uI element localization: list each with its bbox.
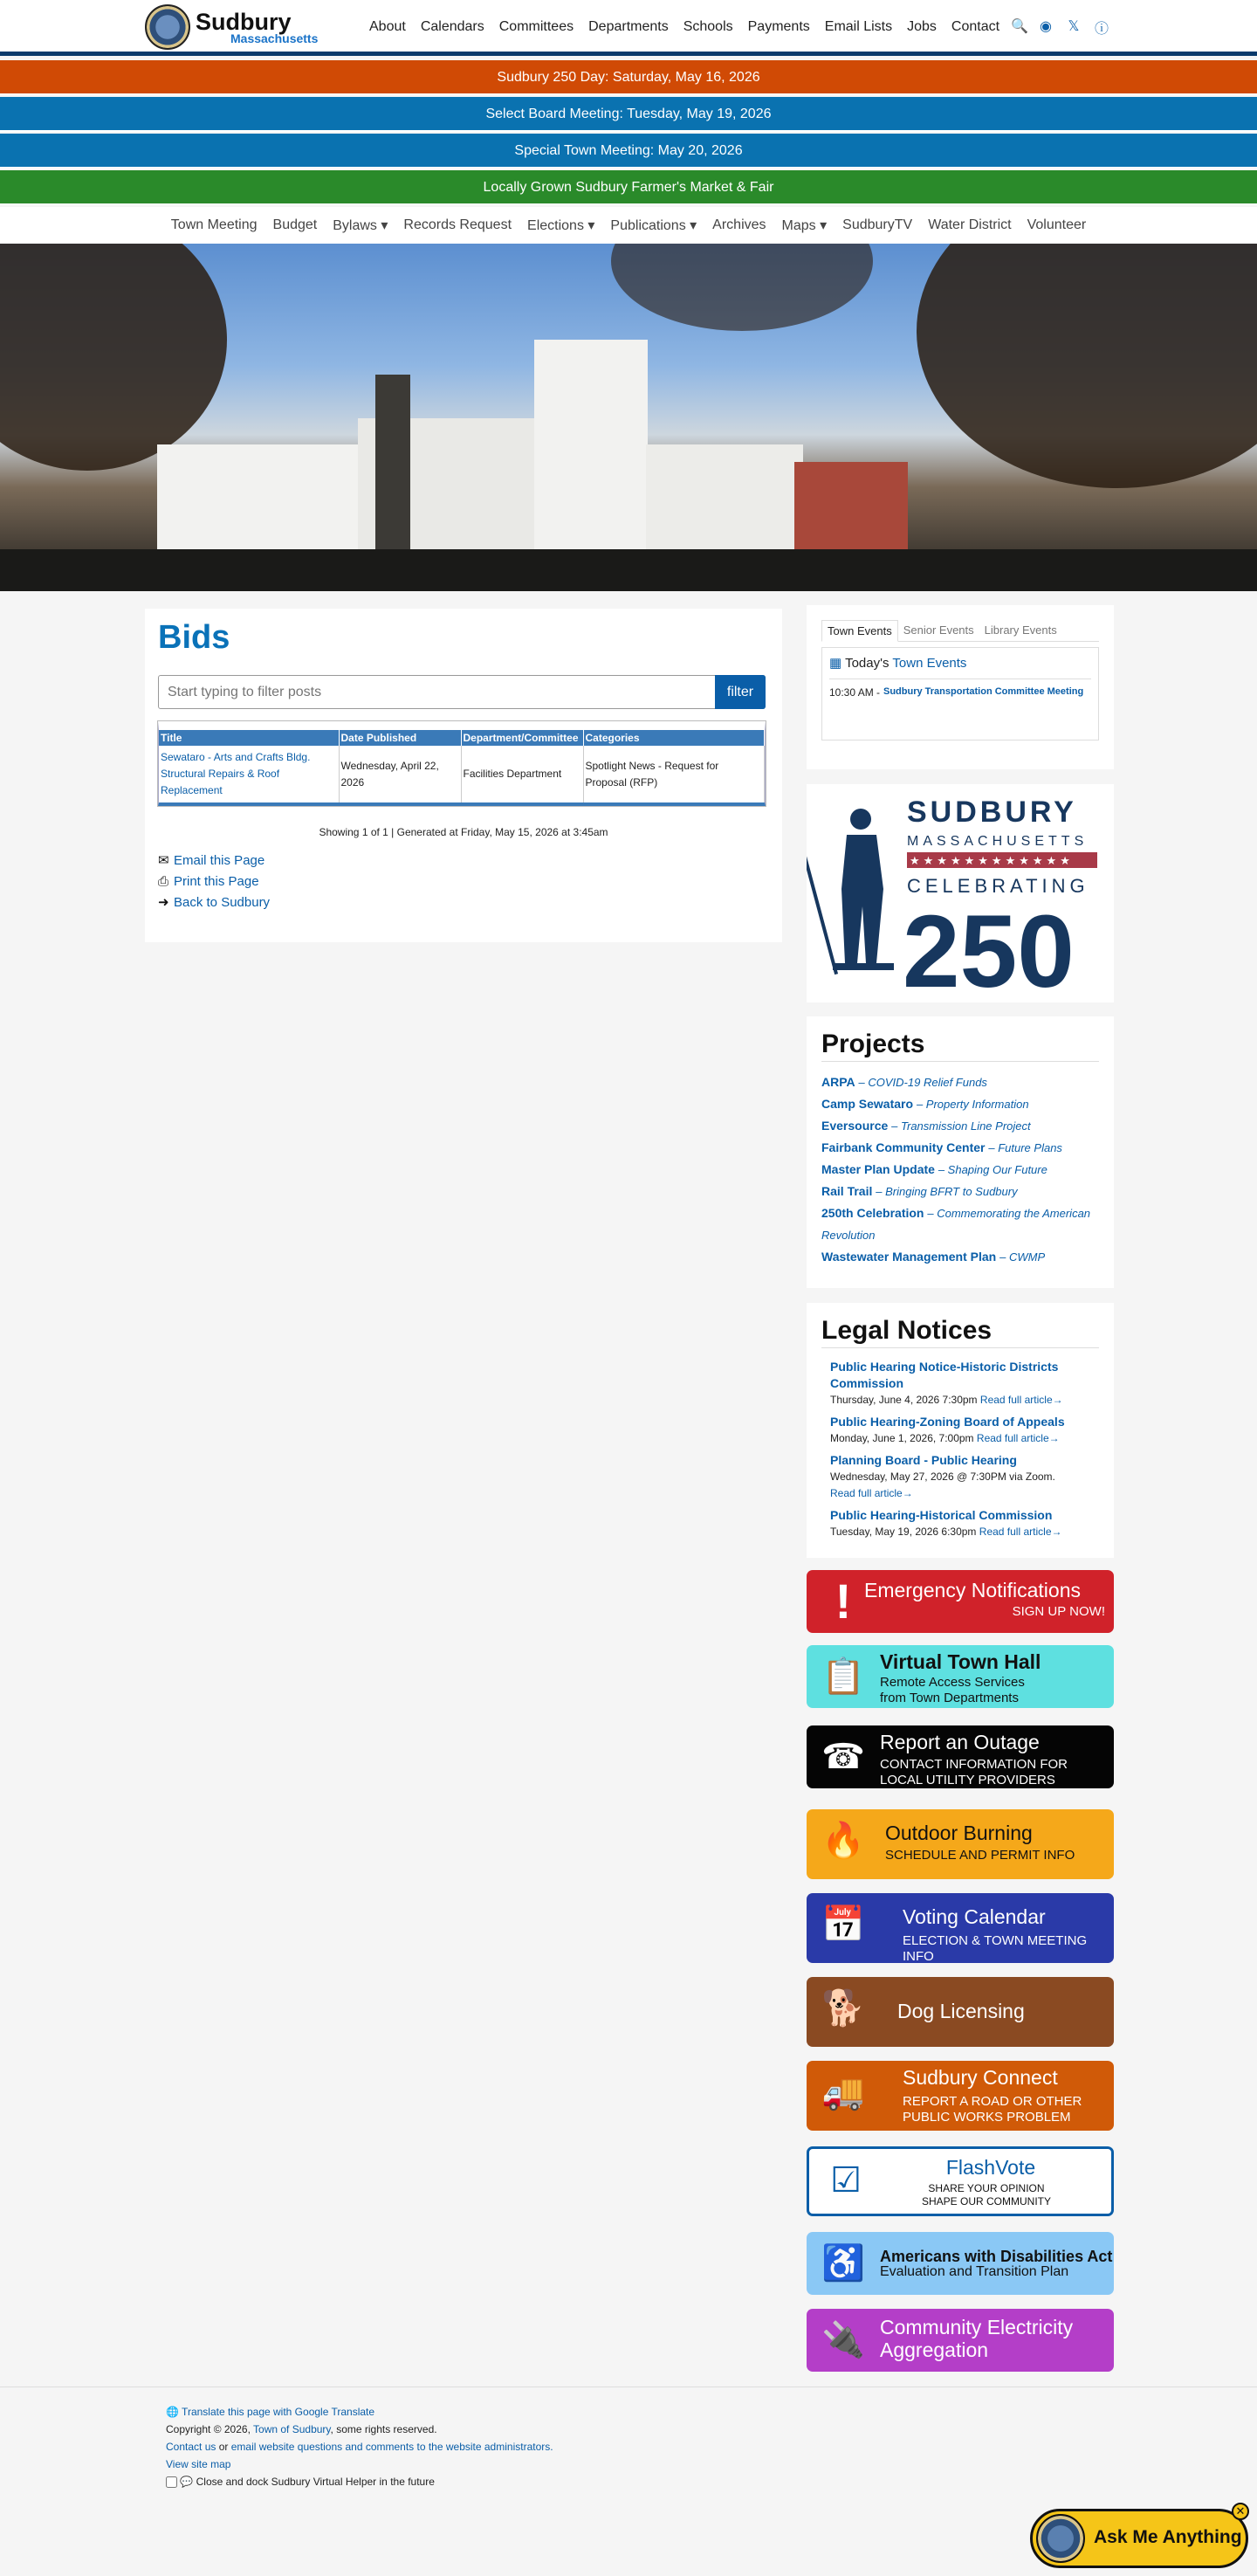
project-desc: Commemorating the American Revolution <box>821 1207 1091 1242</box>
dock-helper-label: 💬 Close and dock Sudbury Virtual Helper in the future <box>180 2476 435 2488</box>
announcement-banner-2[interactable]: Select Board Meeting: Tuesday, May 19, 2026 <box>0 97 1257 132</box>
tile-title: Sudbury Connect <box>903 2066 1058 2089</box>
subnav-water-district[interactable]: Water District <box>928 217 1012 232</box>
read-more-link[interactable]: Read full article→ <box>976 1432 1060 1444</box>
exclamation-icon: ! <box>835 1574 852 1629</box>
nav-schools[interactable]: Schools <box>683 19 733 34</box>
tab-town-events[interactable]: Town Events <box>821 620 898 642</box>
tile-virtual-town-hall[interactable] <box>807 1645 1114 1708</box>
calendar-icon: ▦ <box>829 656 842 671</box>
list-item[interactable]: Camp Sewataro – Property Information <box>821 1097 1029 1111</box>
table-row <box>159 746 765 802</box>
tab-library-events[interactable]: Library Events <box>984 623 1057 637</box>
project-desc: CWMP <box>1008 1250 1046 1264</box>
subnav-archives[interactable]: Archives <box>712 217 766 232</box>
legal-notices-widget <box>807 1303 1114 1558</box>
nav-payments[interactable]: Payments <box>747 19 810 34</box>
bids-table <box>158 721 766 806</box>
hero-image <box>0 244 1257 591</box>
tile-emergency-notifications[interactable] <box>807 1570 1114 1633</box>
subnav-sudburytv[interactable]: SudburyTV <box>842 217 913 232</box>
column-header-title[interactable]: Title <box>159 730 339 746</box>
tile-ada[interactable] <box>807 2232 1114 2295</box>
tile-subtitle: SIGN UP NOW! <box>1012 1604 1105 1619</box>
subnav-elections[interactable]: Elections ▾ <box>527 218 595 233</box>
notice-date: Monday, June 1, 2026, 7:00pm <box>830 1432 974 1444</box>
list-item <box>829 678 1091 699</box>
legal-notices-list <box>830 1359 1099 1546</box>
project-name: Camp Sewataro <box>821 1097 914 1111</box>
plug-icon: 🔌 <box>821 2321 865 2359</box>
logo-line-celebrating: CELEBRATING <box>907 875 1089 897</box>
subnav-volunteer[interactable]: Volunteer <box>1027 217 1087 232</box>
project-name: Master Plan Update <box>821 1162 935 1176</box>
tab-senior-events[interactable]: Senior Events <box>903 623 974 637</box>
secondary-nav <box>0 207 1257 244</box>
translate-link[interactable]: 🌐 Translate this page with Google Translate <box>166 2406 375 2418</box>
project-name: Wastewater Management Plan <box>821 1250 997 1264</box>
tile-report-outage[interactable] <box>807 1725 1114 1788</box>
filter-button[interactable]: filter <box>715 675 766 709</box>
announcement-banner-1[interactable]: Sudbury 250 Day: Saturday, May 16, 2026 <box>0 60 1257 95</box>
subnav-publications[interactable]: Publications ▾ <box>610 218 697 233</box>
project-desc: Bringing BFRT to Sudbury <box>885 1185 1018 1198</box>
project-desc: Shaping Our Future <box>947 1163 1048 1176</box>
town-seal-icon <box>145 4 190 50</box>
project-name: 250th Celebration <box>821 1206 924 1220</box>
project-name: Eversource <box>821 1119 889 1133</box>
facebook-icon[interactable]: ◉ <box>1040 19 1052 34</box>
nav-calendars[interactable]: Calendars <box>420 19 484 34</box>
notice-title-link[interactable]: Planning Board - Public Hearing <box>830 1453 1017 1467</box>
logo-line-250: 250 <box>903 894 1075 1002</box>
events-widget <box>807 605 1114 769</box>
back-arrow-icon: ➜ <box>158 895 169 910</box>
logo-line-massachusetts: MASSACHUSETTS <box>907 834 1089 849</box>
close-icon[interactable]: ✕ <box>1232 2503 1249 2520</box>
bid-department: Facilities Department <box>461 746 583 802</box>
accessibility-icon: ♿ <box>821 2244 865 2283</box>
site-name: Sudbury <box>196 8 292 35</box>
tile-subtitle: CONTACT INFORMATION FOR LOCAL UTILITY PROVIDERS <box>880 1757 1068 1787</box>
list-item[interactable]: Eversource – Transmission Line Project <box>821 1119 1031 1133</box>
project-name: ARPA <box>821 1075 855 1089</box>
column-header-date[interactable]: Date Published <box>339 730 461 746</box>
column-header-department[interactable]: Department/Committee <box>461 730 583 746</box>
read-more-link[interactable]: Read full article→ <box>830 1487 913 1499</box>
ask-label: Ask Me Anything <box>1094 2527 1242 2547</box>
copyright-suffix: , some rights reserved. <box>330 2423 437 2435</box>
project-name: Fairbank Community Center <box>821 1140 986 1154</box>
bid-title-link[interactable]: Sewataro - Arts and Crafts Bldg. Structural Repairs & Roof Replacement <box>161 751 311 796</box>
town-events-link[interactable]: Town Events <box>892 656 967 671</box>
filter-bar <box>158 675 766 709</box>
svg-text:★★★★★★★★★★★★: ★★★★★★★★★★★★ <box>910 854 1074 867</box>
contact-link[interactable]: Contact us <box>166 2441 216 2453</box>
events-heading <box>829 655 966 671</box>
phone-icon: ☎ <box>821 1738 865 1776</box>
notice-title-link[interactable]: Public Hearing-Zoning Board of Appeals <box>830 1415 1065 1429</box>
tile-title: Community Electricity Aggregation <box>880 2316 1074 2361</box>
print-page-link[interactable]: Print this Page <box>174 874 259 889</box>
main-nav <box>369 19 1014 35</box>
events-panel <box>821 647 1099 740</box>
projects-title: Projects <box>821 1030 1099 1062</box>
projects-widget <box>807 1016 1114 1288</box>
notice-date: Tuesday, May 19, 2026 6:30pm <box>830 1526 977 1538</box>
town-link[interactable]: Town of Sudbury <box>253 2423 331 2435</box>
back-link[interactable]: Back to Sudbury <box>174 895 271 910</box>
fire-icon: 🔥 <box>821 1822 865 1860</box>
notice-title-link[interactable]: Public Hearing Notice-Historic Districts Commission <box>830 1360 1059 1390</box>
dog-icon: 🐕 <box>821 1989 865 2028</box>
checkbox-icon: ☑ <box>830 2161 862 2200</box>
read-more-link[interactable]: Read full article→ <box>979 1526 1062 1538</box>
tile-outdoor-burning[interactable] <box>807 1809 1114 1879</box>
envelope-icon: ✉ <box>158 853 169 868</box>
ask-me-anything-button[interactable] <box>1030 2504 1248 2568</box>
tile-subtitle: Remote Access Services from Town Departments <box>880 1675 1025 1705</box>
town-seal-icon <box>1036 2514 1085 2563</box>
event-link[interactable]: Sudbury Transportation Committee Meeting <box>883 686 1084 697</box>
tile-title: Outdoor Burning <box>885 1822 1033 1844</box>
or-text: or <box>218 2441 229 2453</box>
site-map-link[interactable]: View site map <box>166 2458 231 2470</box>
list-item[interactable]: Wastewater Management Plan – CWMP <box>821 1250 1046 1264</box>
tile-sudbury-connect[interactable] <box>807 2061 1114 2131</box>
info-icon[interactable]: ⓘ <box>1095 22 1109 37</box>
tile-title: Emergency Notifications <box>864 1579 1081 1601</box>
tile-title: Virtual Town Hall <box>880 1650 1041 1673</box>
logo-line-sudbury: SUDBURY <box>907 796 1077 829</box>
bid-date: Wednesday, April 22, 2026 <box>339 746 461 802</box>
list-item[interactable]: Master Plan Update – Shaping Our Future <box>821 1162 1048 1176</box>
page-title: Bids <box>158 619 230 656</box>
project-desc: Transmission Line Project <box>901 1119 1031 1133</box>
calendar-check-icon: 📅 <box>821 1905 865 1944</box>
tile-flashvote[interactable] <box>807 2146 1114 2216</box>
tile-dog-licensing[interactable] <box>807 1977 1114 2047</box>
project-desc: Property Information <box>925 1098 1029 1111</box>
list-item[interactable]: ARPA – COVID-19 Relief Funds <box>821 1075 987 1089</box>
projects-list <box>821 1071 1099 1268</box>
project-desc: COVID-19 Relief Funds <box>868 1076 987 1089</box>
printer-icon: ⎙ <box>158 874 169 889</box>
site-subname: Massachusetts <box>230 31 319 45</box>
project-desc: Future Plans <box>998 1141 1062 1154</box>
tile-title: Americans with Disabilities Act <box>880 2248 1113 2265</box>
events-tabs <box>821 620 1099 642</box>
tile-community-electricity[interactable] <box>807 2309 1114 2372</box>
announcement-banner-3[interactable]: Special Town Meeting: May 20, 2026 <box>0 134 1257 169</box>
tile-subtitle: SHARE YOUR OPINION SHAPE OUR COMMUNITY <box>921 2182 1051 2208</box>
nav-contact[interactable]: Contact <box>951 19 1000 34</box>
tile-title: Voting Calendar <box>903 1905 1046 1928</box>
announcement-banner-4[interactable]: Locally Grown Sudbury Farmer's Market & Fair <box>0 170 1257 205</box>
tile-voting-calendar[interactable] <box>807 1893 1114 1963</box>
notice-date: Thursday, June 4, 2026 7:30pm <box>830 1394 978 1406</box>
nav-email-lists[interactable]: Email Lists <box>824 19 893 34</box>
subnav-maps[interactable]: Maps ▾ <box>781 218 828 233</box>
list-item[interactable]: Fairbank Community Center – Future Plans <box>821 1140 1062 1154</box>
list-item[interactable]: Rail Trail – Bringing BFRT to Sudbury <box>821 1184 1018 1198</box>
site-logo[interactable] <box>145 4 318 50</box>
subnav-records-request[interactable]: Records Request <box>403 217 512 232</box>
truck-icon: 🚚 <box>821 2073 865 2111</box>
tile-title: Report an Outage <box>880 1731 1040 1753</box>
page-actions <box>158 851 270 913</box>
search-icon[interactable]: 🔍 <box>1011 19 1028 34</box>
subnav-budget[interactable]: Budget <box>272 217 318 232</box>
read-more-link[interactable]: Read full article→ <box>979 1394 1063 1406</box>
tile-subtitle: ELECTION & TOWN MEETING INFO <box>903 1933 1088 1963</box>
notice-title-link[interactable]: Public Hearing-Historical Commission <box>830 1508 1053 1522</box>
nav-jobs[interactable]: Jobs <box>907 19 937 34</box>
x-twitter-icon[interactable]: 𝕏 <box>1068 19 1080 34</box>
email-page-link[interactable]: Email this Page <box>174 853 265 868</box>
event-time: 10:30 AM - <box>829 686 881 699</box>
notice-date: Wednesday, May 27, 2026 @ 7:30PM via Zoom. <box>830 1471 1055 1483</box>
top-navbar <box>0 0 1257 56</box>
copyright-prefix: Copyright © 2026, <box>166 2423 251 2435</box>
document-icon: 📋 <box>821 1657 865 1696</box>
nav-committees[interactable]: Committees <box>498 19 574 34</box>
nav-icons <box>1011 17 1109 38</box>
minuteman-250-graphic <box>807 784 1114 1002</box>
nav-departments[interactable]: Departments <box>588 19 669 34</box>
tile-title: FlashVote <box>945 2156 1036 2179</box>
column-header-categories[interactable]: Categories <box>583 730 765 746</box>
tile-subtitle: Evaluation and Transition Plan <box>880 2264 1069 2279</box>
nav-about[interactable]: About <box>369 19 406 34</box>
events-heading-prefix: Today's <box>845 656 890 671</box>
main-content <box>145 609 782 942</box>
email-admin-link[interactable]: email website questions and comments to the website administrators. <box>230 2441 553 2453</box>
tile-subtitle: REPORT A ROAD OR OTHER PUBLIC WORKS PROBLEM <box>903 2094 1082 2125</box>
results-summary: Showing 1 of 1 | Generated at Friday, May 15, 2026 at 3:45am <box>319 826 608 838</box>
subnav-town-meeting[interactable]: Town Meeting <box>170 217 258 232</box>
tile-title: Dog Licensing <box>897 2000 1025 2022</box>
list-item[interactable]: 250th Celebration – Commemorating the American Revolution <box>821 1206 1091 1242</box>
legal-notices-title: Legal Notices <box>821 1316 1099 1348</box>
tile-subtitle: SCHEDULE AND PERMIT INFO <box>885 1848 1075 1863</box>
subnav-bylaws[interactable]: Bylaws ▾ <box>333 218 388 233</box>
bid-categories: Spotlight News - Request for Proposal (RFP) <box>583 746 765 802</box>
sudbury-250-logo[interactable] <box>807 784 1114 1002</box>
dock-helper-checkbox[interactable] <box>166 2476 177 2488</box>
filter-input[interactable] <box>159 676 683 708</box>
project-name: Rail Trail <box>821 1184 873 1198</box>
